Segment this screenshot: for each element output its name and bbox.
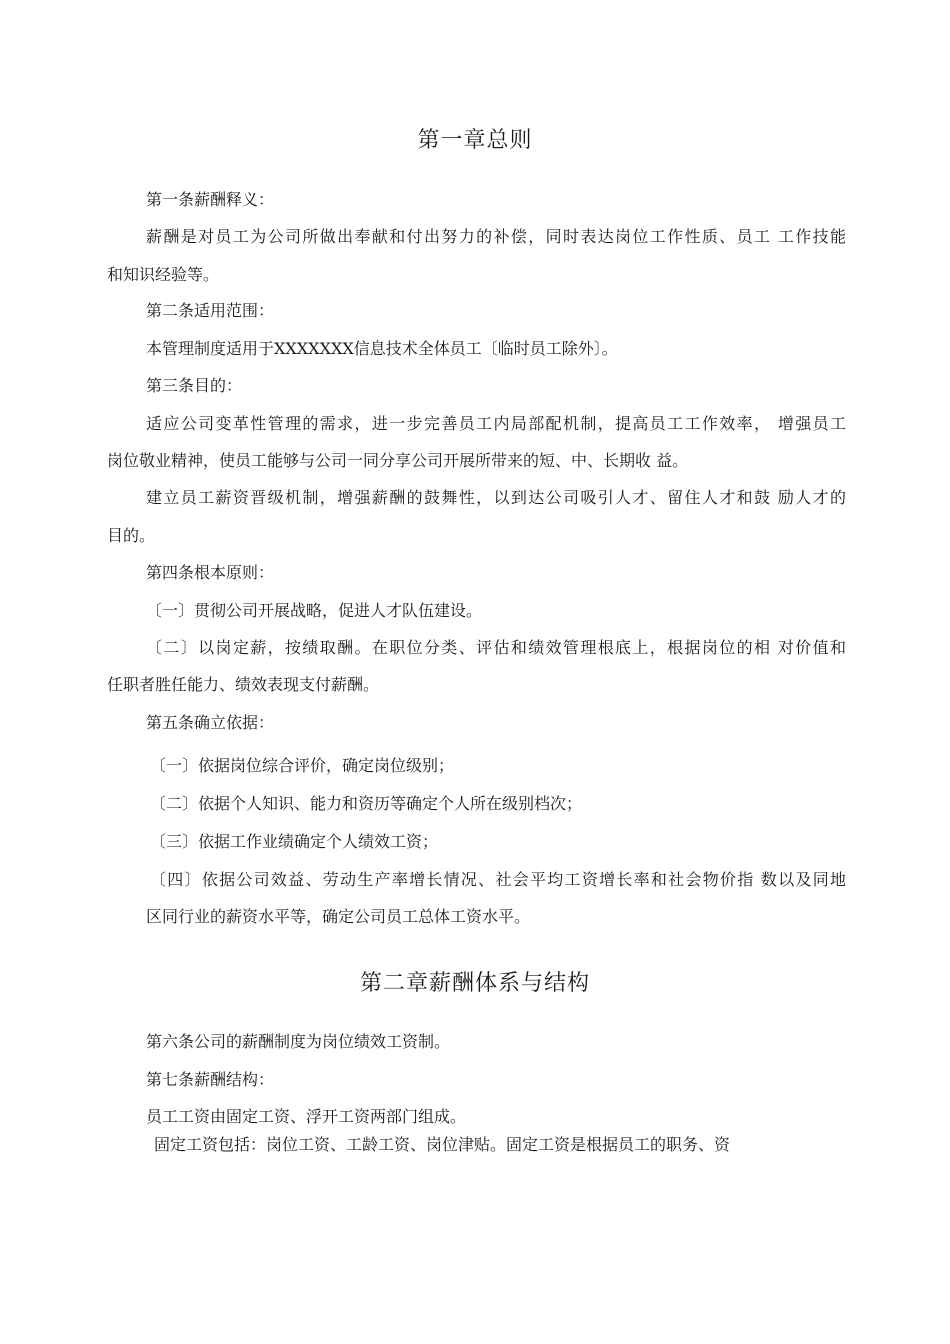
- article-2-heading: 第二条适用范围：: [146, 301, 275, 320]
- article-3-heading: 第三条目的：: [146, 376, 243, 395]
- article-7-paragraph-1: 员工工资由固定工资、浮开工资两部门组成。: [146, 1107, 467, 1126]
- article-4-item-1: 〔一〕贯彻公司开展战略，促进人才队伍建设。: [146, 601, 483, 620]
- article-5-item-4-line-1: 〔四〕依据公司效益、劳动生产率增长情况、社会平均工资增长率和社会物价指 数以及同地: [150, 870, 846, 889]
- article-3-paragraph-1-line-1: 适应公司变革性管理的需求，进一步完善员工内局部配机制，提高员工工作效率， 增强员工: [146, 414, 846, 433]
- chapter-2-title: 第二章薪酬体系与结构: [359, 971, 590, 996]
- article-1-paragraph-line-1: 薪酬是对员工为公司所做出奉献和付出努力的补偿，同时表达岗位工作性质、员工 工作技能: [146, 227, 846, 246]
- chapter-1-title: 第一章总则: [417, 128, 533, 153]
- article-1-paragraph-line-2: 和知识经验等。: [107, 265, 220, 284]
- article-5-item-1: 〔一〕依据岗位综合评价，确定岗位级别；: [150, 756, 455, 775]
- article-1-heading: 第一条薪酬释义：: [146, 190, 275, 209]
- article-3-paragraph-2-line-1: 建立员工薪资晋级机制，增强薪酬的鼓舞性，以到达公司吸引人才、留住人才和鼓 励人才的: [146, 488, 846, 507]
- article-3-paragraph-1-line-2: 岗位敬业精神，使员工能够与公司一同分享公司开展所带来的短、中、长期收 益。: [107, 451, 689, 470]
- article-4-item-2-line-2: 任职者胜任能力、绩效表现支付薪酬。: [107, 675, 380, 694]
- article-6-paragraph: 第六条公司的薪酬制度为岗位绩效工资制。: [146, 1032, 451, 1051]
- article-7-heading: 第七条薪酬结构：: [146, 1070, 275, 1089]
- article-5-heading: 第五条确立依据：: [146, 713, 275, 732]
- article-7-paragraph-2: 固定工资包括：岗位工资、工龄工资、岗位津贴。固定工资是根据员工的职务、资: [154, 1135, 731, 1154]
- article-3-paragraph-2-line-2: 目的。: [107, 526, 156, 545]
- article-5-item-3: 〔三〕依据工作业绩确定个人绩效工资；: [150, 832, 439, 851]
- article-2-paragraph: 本管理制度适用于XXXXXXX信息技术全体员工〔临时员工除外〕。: [146, 339, 618, 358]
- article-5-item-2: 〔二〕依据个人知识、能力和资历等确定个人所在级别档次；: [150, 794, 583, 813]
- article-5-item-4-line-2: 区同行业的薪资水平等，确定公司员工总体工资水平。: [146, 907, 531, 926]
- article-4-heading: 第四条根本原则：: [146, 563, 275, 582]
- article-4-item-2-line-1: 〔二〕以岗定薪，按绩取酬。在职位分类、评估和绩效管理根底上，根据岗位的相 对价值和: [146, 638, 846, 657]
